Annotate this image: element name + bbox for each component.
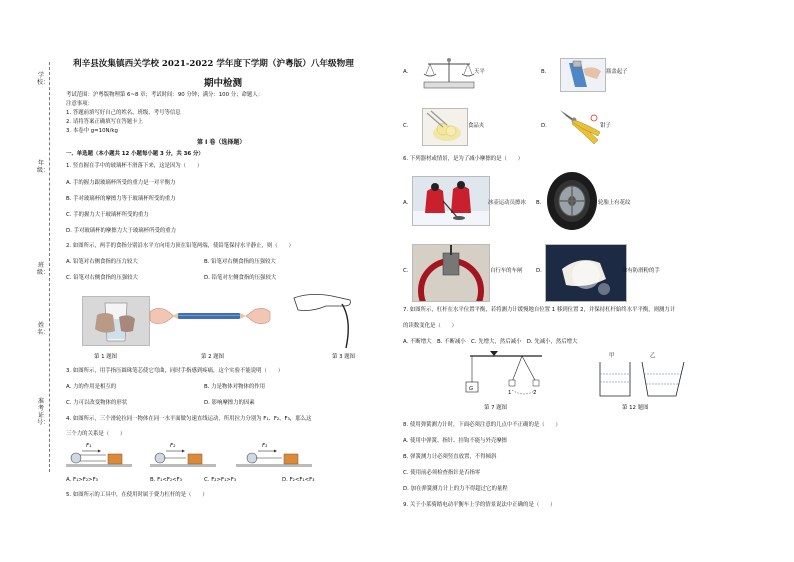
q4-option-d: D. F₂<F₁<F₃ [282,477,315,483]
q6-chalk-hand-image [545,244,627,302]
q6-option-b-letter: B. [536,200,542,206]
q5-pliers-image [556,106,602,146]
notice-3: 3. 本卷中 g=10N/kg [66,128,118,134]
q2-option-b: B. 铅笔对右侧食指的压强较大 [204,259,276,265]
q6-option-d-text: 涂有防滑粉的手 [622,268,660,274]
q6-option-c-letter: C. [403,268,409,274]
q5-stem: 5. 如图所示的工具中，在使用时属于费力杠杆的是（ ） [66,492,208,498]
q4-stem: 4. 如图所示，三个滑轮拉同一物体在同一水平面做匀速直线运动，所用拉力分别为 F₁、F₂、F₃，那么这 [66,416,312,422]
figure-4-pulley-3 [236,446,312,472]
q6-tire-image [544,170,600,232]
sidebar-class-label: 班级： [37,262,50,276]
q1-stem: 1. 竖直握在手中的玻璃杯不滑落下来，这是因为（ ） [66,163,203,169]
sidebar-name-label: 姓名： [37,322,50,336]
q2-stem: 2. 如图所示，两手的食指分别沿水平方向用力顶在铅笔两端，使铅笔保持水平静止，则（ ） [66,243,294,249]
q3-option-b: B. 力是物体对物体的作用 [204,384,266,390]
q3-option-d: D. 影响摩擦力的因素 [204,400,255,406]
figure-3-caption: 第 3 题图 [332,354,356,360]
q5-option-a-text: 天平 [474,69,485,75]
q8-stem: 8. 使用弹簧测力计时，下面必须注意的几点中不正确的是（ ） [403,422,561,428]
figure-7-position-1: 1 [508,390,512,396]
sidebar-school-label: 学校： [37,72,50,86]
q6-stem: 6. 下列器材或情景，是为了减小摩擦的是（ ） [403,156,524,162]
q8-option-d: D. 加在弹簧测力计上的力不得超过它的量程 [403,486,508,492]
figure-4-pulley-1 [66,446,132,472]
q7-options: A. 不断增大 B. 不断减小 C. 先增大，然后减小 D. 先减小，然后增大 [403,339,578,345]
q7-stem: 7. 如图所示，杠杆在水平位置平衡，若将测力计缓慢地自位置 1 移到位置 2，并保持杠杆始终水平平衡，则测力计 [403,307,676,313]
figure-12-containers [598,360,688,400]
q1-option-c: C. 手的握力大于玻璃杯所受的重力 [66,212,149,218]
q4-stem-continued: 三个力的关系是（ ） [66,431,126,437]
figure-1-hand-glass [82,296,150,346]
q6-bike-brake-image [412,244,490,302]
q4-option-b: B. F₁<F₂<F₃ [150,477,182,483]
q2-option-c: C. 铅笔对右侧食指的压强较大 [66,275,138,281]
q4-option-a: A. F₁>F₂>F₃ [66,477,98,483]
q3-option-c: C. 力可以改变物体的形状 [66,400,128,406]
q1-option-b: B. 手对玻璃杯的摩擦力等于玻璃杯所受的重力 [66,196,176,202]
q8-option-c: C. 使用前必须检查指针是否指零 [403,470,481,476]
q2-option-d: D. 铅笔对左侧食指的压强较大 [204,275,277,281]
figure-4-pulley-2 [150,446,216,472]
notice-1: 1. 答题前填写好自己的姓名、班级、考号等信息 [66,110,181,116]
q3-stem: 3. 如图所示，用手指压圆珠笔芯使它弯曲，同时手指感到疼痛，这个实验不能说明（ ） [66,368,284,374]
q2-option-a: A. 铅笔对右侧食指的压力较大 [66,259,138,265]
q5-balance-image [420,54,478,90]
figure-7-caption: 第 7 题图 [484,405,508,411]
exam-info: 考试范围：沪粤版物理第 6~8 章；考试时间：90 分钟；满分：100 分；命题人： [66,92,264,98]
notice-title: 注意事项： [66,101,93,107]
exam-title: 利辛县汝集镇西关学校 2021-2022 学年度下学期（沪粤版）八年级物理 [73,59,354,69]
figure-1-caption: 第 1 题图 [94,354,118,360]
q5-option-d-text: 钳子 [600,123,611,129]
part-title: 一、单选题（本小题共 12 小题每小题 3 分，共 36 分） [66,151,204,157]
q8-option-b: B. 弹簧测力计必须竖直放置，不得倾斜 [403,454,497,460]
q5-option-c-letter: C. [403,123,409,129]
figure-7-lever [460,350,550,400]
figure-12-label-jia: 甲 [609,353,615,359]
figure-2-caption: 第 2 题图 [201,354,225,360]
exam-subtitle: 期中检测 [204,78,243,89]
q6-curling-image [412,176,490,226]
q5-option-b-letter: B. [541,69,547,75]
figure-3-finger-refill [292,290,352,350]
q3-option-a: A. 力的作用是相互的 [66,384,117,390]
q4-f2-label: F₂ [170,443,176,449]
q5-food-tongs-image [422,108,468,146]
q8-option-a: A. 使用中弹簧、指针、挂钩不能与外壳摩擦 [403,438,508,444]
q4-option-c: C. F₂>F₁>F₃ [204,477,237,483]
q5-bottle-opener-image [560,58,606,92]
q7-stem-continued: 的读数变化是（ ） [403,323,457,329]
volume-title: 第 I 卷（选择题） [197,139,246,146]
q9-stem: 9. 关于小莱骑踏电动平衡车上学的情景说法中正确的是（ ） [403,502,556,508]
q1-option-d: D. 手对玻璃杯的摩擦力大于玻璃杯所受的重力 [66,228,177,234]
q6-option-d-letter: D. [536,268,542,274]
figure-12-label-yi: 乙 [650,353,656,359]
q5-option-b-text: 瓶盖起子 [606,69,628,75]
q5-option-a-letter: A. [403,69,409,75]
q6-option-a-text: 冰壶运动员擦冰 [488,200,526,206]
sidebar-exam-id-label: 准考证号： [37,398,50,426]
figure-7-position-2: 2 [533,390,537,396]
q5-option-d-letter: D. [541,123,547,129]
q5-option-c-text: 食品夹 [468,123,485,129]
q1-option-a: A. 手的握力跟玻璃杯所受的重力是一对平衡力 [66,180,176,186]
q6-option-b-text: 轮胎上有花纹 [598,200,631,206]
notice-2: 2. 请将答案正确填写在答题卡上 [66,119,143,125]
q6-option-c-text: 自行车的车闸 [490,268,523,274]
figure-2-pencil-fingers [148,302,272,332]
figure-12-caption: 第 12 题图 [622,405,649,411]
q4-f3-label: F₃ [262,443,268,449]
q4-f1-label: F₁ [86,443,92,449]
q6-option-a-letter: A. [403,200,409,206]
binding-line [49,62,50,472]
figure-7-weight-label: G [469,386,474,392]
sidebar-grade-label: 年级： [37,160,50,174]
